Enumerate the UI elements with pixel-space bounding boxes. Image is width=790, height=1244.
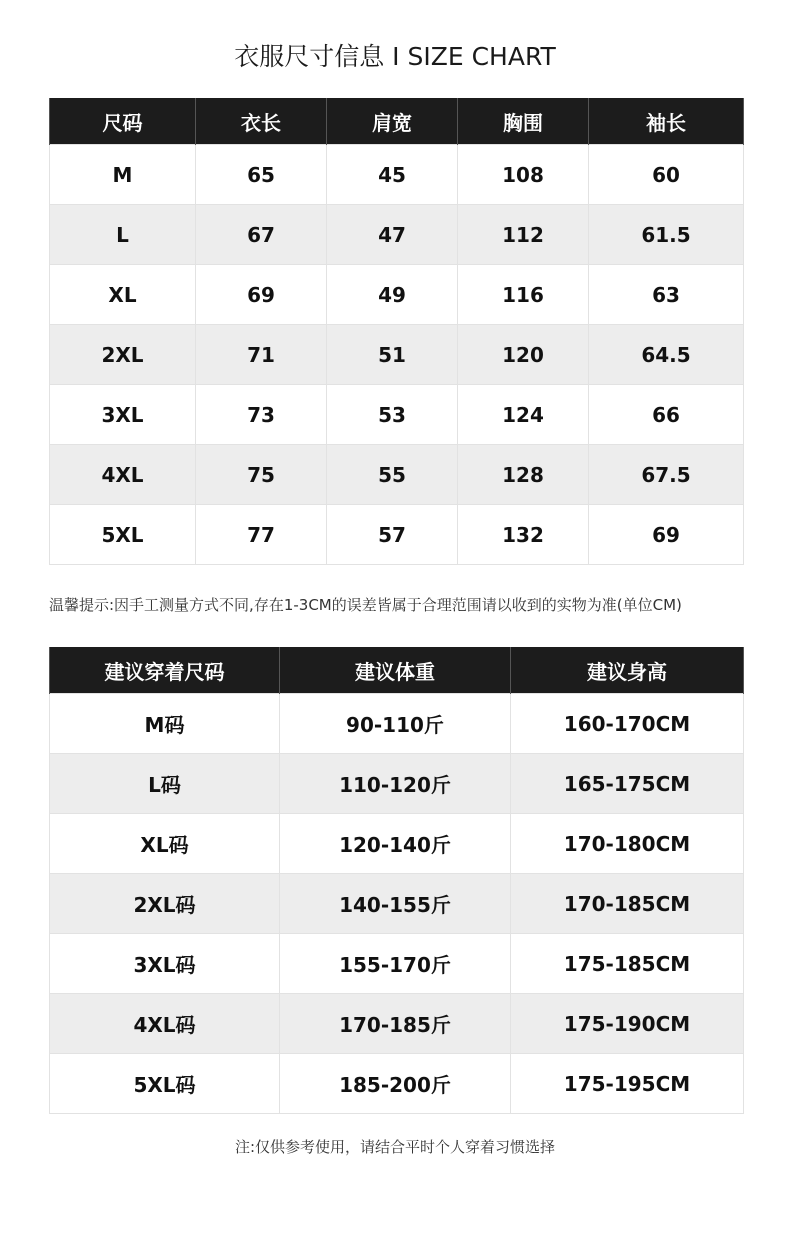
table-row	[50, 994, 744, 1054]
table-row	[50, 694, 744, 754]
cell-weight: 155-170斤	[280, 934, 511, 994]
cell-size: L码	[50, 754, 280, 814]
cell-size: L	[50, 205, 196, 265]
cell-sleeve: 66	[589, 385, 744, 445]
cell-height: 170-185CM	[511, 874, 744, 934]
table-row	[50, 934, 744, 994]
cell-size: 3XL	[50, 385, 196, 445]
cell-length: 73	[196, 385, 327, 445]
table-row	[50, 1054, 744, 1114]
recommendation-header-row	[50, 647, 744, 694]
table-row	[50, 325, 744, 385]
header-recommended-size: 建议穿着尺码	[50, 647, 280, 694]
cell-size: 3XL码	[50, 934, 280, 994]
cell-shoulder: 57	[327, 505, 458, 565]
cell-length: 71	[196, 325, 327, 385]
cell-size: 4XL码	[50, 994, 280, 1054]
cell-length: 65	[196, 145, 327, 205]
cell-chest: 108	[458, 145, 589, 205]
cell-sleeve: 63	[589, 265, 744, 325]
cell-size: XL	[50, 265, 196, 325]
cell-sleeve: 69	[589, 505, 744, 565]
page-title: 衣服尺寸信息 I SIZE CHART	[234, 42, 556, 71]
cell-length: 69	[196, 265, 327, 325]
cell-chest: 124	[458, 385, 589, 445]
cell-size: 4XL	[50, 445, 196, 505]
cell-length: 75	[196, 445, 327, 505]
table-row	[50, 385, 744, 445]
size-chart-table	[49, 98, 744, 565]
measurement-note: 温馨提示:因手工测量方式不同,存在1-3CM的误差皆属于合理范围请以收到的实物为准(单位CM)	[49, 596, 682, 614]
cell-weight: 110-120斤	[280, 754, 511, 814]
cell-size: M码	[50, 694, 280, 754]
footer-note: 注:仅供参考使用，请结合平时个人穿着习惯选择	[234, 1138, 556, 1156]
table-row	[50, 814, 744, 874]
header-recommended-weight: 建议体重	[280, 647, 511, 694]
cell-size: 2XL	[50, 325, 196, 385]
cell-height: 175-195CM	[511, 1054, 744, 1114]
table-row	[50, 754, 744, 814]
cell-size: M	[50, 145, 196, 205]
cell-height: 165-175CM	[511, 754, 744, 814]
cell-sleeve: 67.5	[589, 445, 744, 505]
header-shoulder: 肩宽	[327, 98, 458, 145]
table-row	[50, 874, 744, 934]
cell-chest: 128	[458, 445, 589, 505]
table-row	[50, 145, 744, 205]
cell-sleeve: 64.5	[589, 325, 744, 385]
cell-height: 170-180CM	[511, 814, 744, 874]
cell-chest: 112	[458, 205, 589, 265]
cell-size: 5XL	[50, 505, 196, 565]
cell-height: 175-190CM	[511, 994, 744, 1054]
cell-weight: 120-140斤	[280, 814, 511, 874]
recommendation-table	[49, 647, 744, 1114]
cell-shoulder: 47	[327, 205, 458, 265]
table-row	[50, 505, 744, 565]
cell-sleeve: 60	[589, 145, 744, 205]
cell-weight: 185-200斤	[280, 1054, 511, 1114]
header-recommended-height: 建议身高	[511, 647, 744, 694]
cell-length: 77	[196, 505, 327, 565]
cell-shoulder: 45	[327, 145, 458, 205]
cell-chest: 116	[458, 265, 589, 325]
cell-shoulder: 51	[327, 325, 458, 385]
header-chest: 胸围	[458, 98, 589, 145]
cell-chest: 132	[458, 505, 589, 565]
cell-sleeve: 61.5	[589, 205, 744, 265]
cell-weight: 90-110斤	[280, 694, 511, 754]
cell-shoulder: 55	[327, 445, 458, 505]
header-length: 衣长	[196, 98, 327, 145]
cell-chest: 120	[458, 325, 589, 385]
cell-height: 160-170CM	[511, 694, 744, 754]
cell-size: 5XL码	[50, 1054, 280, 1114]
size-chart-header-row	[50, 98, 744, 145]
table-row	[50, 265, 744, 325]
header-sleeve: 袖长	[589, 98, 744, 145]
header-size: 尺码	[50, 98, 196, 145]
table-row	[50, 205, 744, 265]
table-row	[50, 445, 744, 505]
cell-size: 2XL码	[50, 874, 280, 934]
cell-shoulder: 49	[327, 265, 458, 325]
cell-size: XL码	[50, 814, 280, 874]
cell-height: 175-185CM	[511, 934, 744, 994]
cell-weight: 140-155斤	[280, 874, 511, 934]
cell-shoulder: 53	[327, 385, 458, 445]
cell-length: 67	[196, 205, 327, 265]
cell-weight: 170-185斤	[280, 994, 511, 1054]
